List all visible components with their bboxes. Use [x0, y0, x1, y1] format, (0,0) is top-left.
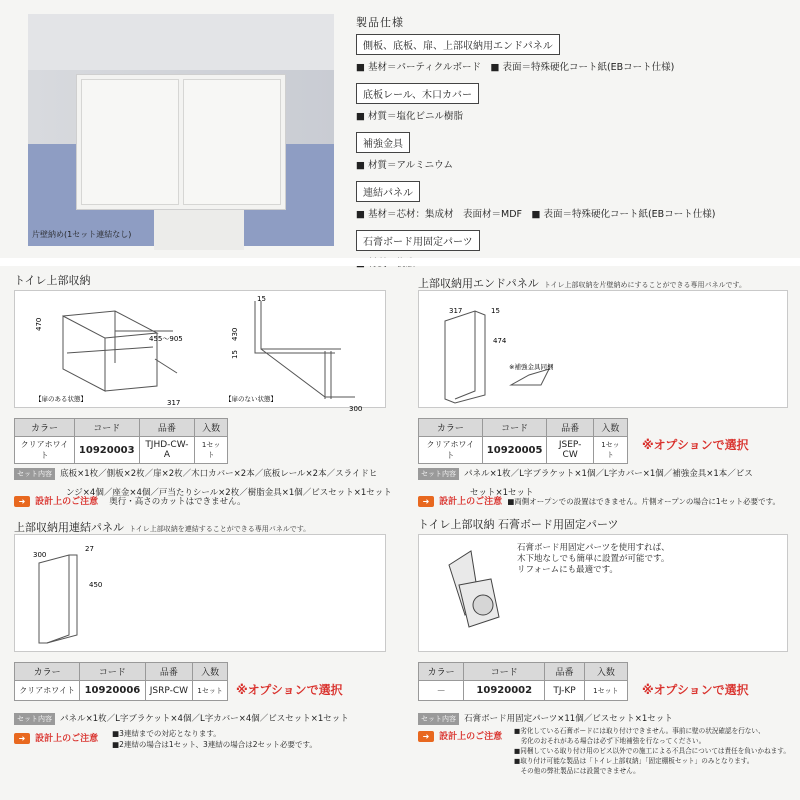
dim-thickness: 27: [85, 545, 94, 553]
spec-tag: 底板レール、木口カバー: [356, 83, 479, 104]
s3-warning-text: ■3連結までの対応となります。 ■2連結の場合は1セット、3連結の場合は2セット必要です。: [112, 729, 317, 749]
option-label: ※オプションで選択: [236, 683, 343, 697]
dim-height2: 430: [231, 327, 239, 341]
dim-depth2: 300: [349, 405, 363, 413]
photo-caption: 片壁納め(1セット連結なし): [32, 230, 132, 239]
spec-title: 製品仕様: [356, 16, 404, 29]
option-label: ※オプションで選択: [642, 438, 749, 452]
spec-tag: 側板、底板、扉、上部収納用エンドパネル: [356, 34, 560, 55]
spec-line: ■ 基材＝芯材：集成材 表面材＝MDF ■ 表面＝特殊硬化コート紙(EBコート仕様): [356, 209, 716, 220]
spec-list: [356, 34, 786, 269]
s1-diagram: [14, 290, 386, 413]
option-label: ※オプションで選択: [642, 683, 749, 697]
s3-warning: ➜ 設計上のご注意: [14, 726, 98, 745]
dim-thickness: 15: [491, 307, 500, 315]
warning-icon: ➜: [14, 496, 30, 507]
s4-warning: ➜ 設計上のご注意: [418, 724, 502, 743]
dim-height: 450: [89, 581, 103, 589]
s1-warning: ➜ 設計上のご注意 奥行・高さのカットはできません。: [14, 489, 246, 508]
s1-title: トイレ上部収納: [14, 274, 91, 287]
bracket-note: ※補強金具同梱: [509, 363, 554, 371]
warning-icon: ➜: [418, 496, 434, 507]
s3-set: セット内容 パネル×1枚／L字ブラケット×4個／L字カバー×4個／ビスセット×1セット: [14, 706, 349, 725]
dim-depth: 317: [449, 307, 463, 315]
s3-header: 上部収納用連結パネル トイレ上部収納を連結することができる専用パネルです。: [14, 521, 311, 534]
table-row: クリアホワイト 10920006 JSRP-CW 1セット: [15, 681, 228, 701]
s4-warning-text: ■劣化している石膏ボードには取り付けできません。事前に壁の状況確認を行ない、 劣化のおそれがある場合は必ず下地補強を行なってください。 ■同梱している取り付け用のビス以外での施工による不具合については責任を負いかねます。 ■取り付け可能な製品は「トイレ上部収納」「固定棚板セット」のみとなります。 その他の弊社製品には設置できません。: [514, 727, 790, 775]
divider: [0, 258, 800, 266]
dim-width: 455～905: [149, 335, 183, 343]
table-row: クリアホワイト 10920005 JSEP-CW 1セット: [419, 437, 628, 464]
s2-warning: ➜ 設計上のご注意 ■両側オープンでの設置はできません。片側オープンの場合に1セット必要です。: [418, 489, 798, 508]
dim-height: 470: [35, 317, 43, 331]
dim-thickness: 15: [257, 295, 266, 303]
spec-tag: 石膏ボード用固定パーツ: [356, 230, 480, 251]
s3-table: カラー コード 品番 入数 クリアホワイト 10920006 JSRP-CW 1セット: [14, 662, 228, 701]
dim-height: 474: [493, 337, 507, 345]
s1-set: セット内容 底板×1枚／側板×2枚／扉×2枚／木口カバー×2本／底板レール×2本／スライドヒ ンジ×4個／座金×4個／戸当たりシール×2枚／樹脂金具×1個／ビスセット×1セット: [14, 461, 394, 499]
spec-tag: 補強金具: [356, 132, 410, 153]
spec-tag: 連結パネル: [356, 181, 420, 202]
cabinet-illustration: [76, 74, 286, 210]
s4-table: カラー コード 品番 入数 － 10920002 TJ-KP 1セット: [418, 662, 628, 701]
s4-diagram: [418, 534, 788, 652]
dim-depth: 300: [33, 551, 47, 559]
table-row: クリアホワイト 10920003 TJHD-CW-A 1セット: [15, 437, 228, 464]
table-row: － 10920002 TJ-KP 1セット: [419, 681, 628, 701]
s4-description: 石膏ボード用固定パーツを使用すれば、 木下地なしでも簡単に設置が可能です。 リフォームにも最適です。: [517, 543, 670, 575]
dim-depth: 317: [167, 399, 181, 407]
caption-with-door: 【扉のある状態】: [35, 395, 87, 403]
s2-header: 上部収納用エンドパネル トイレ上部収納を片壁納めにすることができる専用パネルです。: [418, 277, 746, 290]
warning-icon: ➜: [418, 731, 434, 742]
s3-diagram: [14, 534, 386, 652]
caption-without-door: 【扉のない状態】: [225, 395, 277, 403]
s4-set: セット内容 石膏ボード用固定パーツ×11個／ビスセット×1セット: [418, 706, 673, 725]
dim-thickness2: 15: [231, 350, 239, 359]
product-photo: [28, 14, 334, 246]
s1-table: カラー コード 品番 入数 クリアホワイト 10920003 TJHD-CW-A 1セット: [14, 418, 228, 464]
s2-table: カラー コード 品番 入数 クリアホワイト 10920005 JSEP-CW 1セット: [418, 418, 628, 464]
s2-diagram: [418, 290, 788, 408]
spec-line: ■ 基材＝パーティクルボード ■ 表面＝特殊硬化コート紙(EBコート仕様): [356, 62, 675, 73]
s2-set: セット内容 パネル×1枚／L字ブラケット×1個／L字カバー×1個／補強金具×1本／ビス セット×1セット: [418, 461, 790, 499]
spec-line: ■ 材質＝アルミニウム: [356, 160, 454, 171]
warning-icon: ➜: [14, 733, 30, 744]
s4-title: トイレ上部収納 石膏ボード用固定パーツ: [418, 518, 619, 531]
spec-line: ■ 材質＝塩化ビニル樹脂: [356, 111, 463, 122]
set-label: セット内容: [14, 468, 55, 480]
